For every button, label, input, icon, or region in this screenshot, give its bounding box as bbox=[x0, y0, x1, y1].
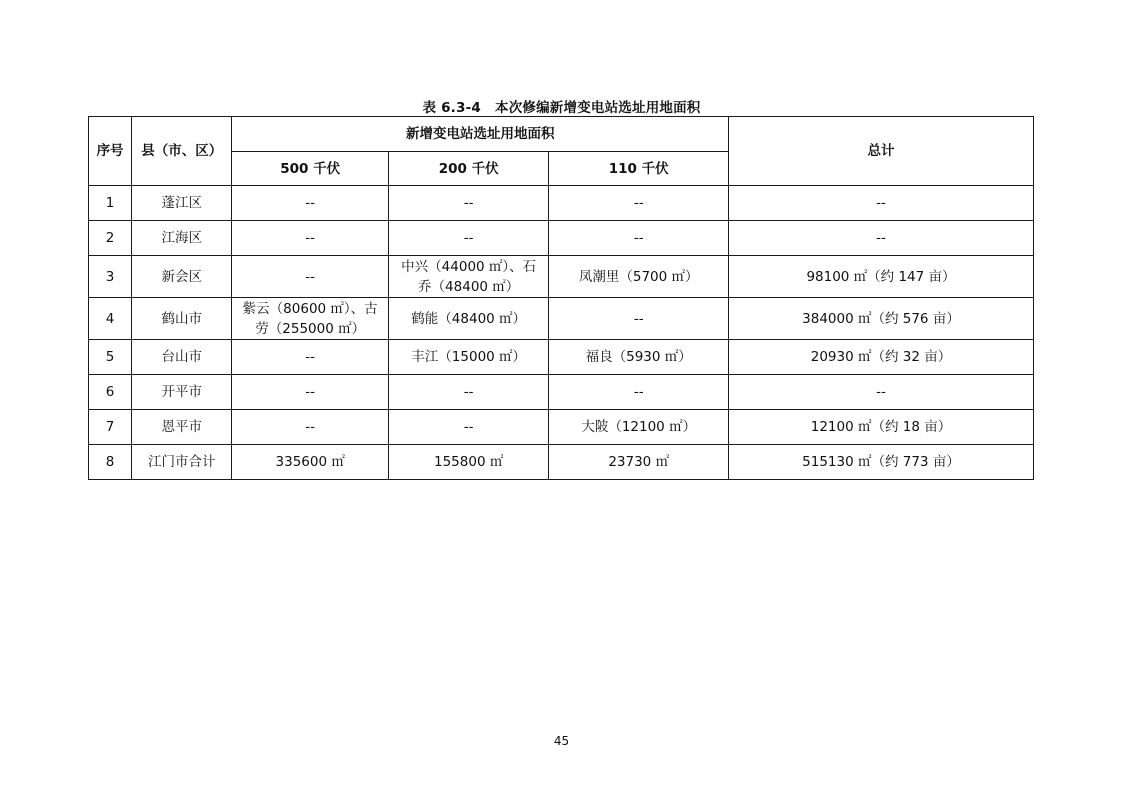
cell-500kv: -- bbox=[232, 186, 388, 221]
table-caption-number: 表 6.3-4 bbox=[422, 100, 481, 116]
cell-200kv: -- bbox=[388, 410, 549, 445]
header-seq: 序号 bbox=[89, 117, 132, 186]
cell-county: 江海区 bbox=[132, 221, 232, 256]
cell-county: 江门市合计 bbox=[132, 445, 232, 480]
cell-110kv: -- bbox=[549, 186, 729, 221]
cell-total: 384000 ㎡（约 576 亩） bbox=[728, 298, 1033, 340]
cell-110kv: 福良（5930 ㎡） bbox=[549, 340, 729, 375]
cell-total: -- bbox=[728, 186, 1033, 221]
cell-110kv: 凤潮里（5700 ㎡） bbox=[549, 256, 729, 298]
cell-110kv: -- bbox=[549, 298, 729, 340]
cell-county: 恩平市 bbox=[132, 410, 232, 445]
cell-200kv: -- bbox=[388, 186, 549, 221]
cell-110kv: 大陂（12100 ㎡） bbox=[549, 410, 729, 445]
cell-county: 台山市 bbox=[132, 340, 232, 375]
table-row bbox=[89, 298, 1034, 340]
cell-200kv: -- bbox=[388, 221, 549, 256]
cell-seq: 7 bbox=[89, 410, 132, 445]
header-500kv: 500 千伏 bbox=[232, 152, 388, 186]
cell-500kv-line-1: 紫云（80600 ㎡）、古 bbox=[242, 300, 378, 317]
cell-seq: 5 bbox=[89, 340, 132, 375]
cell-200kv-line-2: 乔（48400 ㎡） bbox=[418, 278, 520, 295]
cell-county: 蓬江区 bbox=[132, 186, 232, 221]
table-row bbox=[89, 340, 1034, 375]
header-row-1 bbox=[89, 117, 1034, 152]
cell-500kv: -- bbox=[232, 340, 388, 375]
cell-total: -- bbox=[728, 375, 1033, 410]
cell-500kv: 335600 ㎡ bbox=[232, 445, 388, 480]
table-row bbox=[89, 221, 1034, 256]
cell-500kv-line-2: 劳（255000 ㎡） bbox=[255, 320, 366, 337]
cell-seq: 1 bbox=[89, 186, 132, 221]
table-caption-title: 本次修编新增变电站选址用地面积 bbox=[495, 100, 701, 116]
cell-500kv: -- bbox=[232, 410, 388, 445]
cell-500kv bbox=[232, 298, 388, 340]
header-group: 新增变电站选址用地面积 bbox=[232, 117, 729, 152]
table-row bbox=[89, 375, 1034, 410]
cell-200kv: 丰江（15000 ㎡） bbox=[388, 340, 549, 375]
cell-seq: 2 bbox=[89, 221, 132, 256]
cell-total: 98100 ㎡（约 147 亩） bbox=[728, 256, 1033, 298]
cell-500kv: -- bbox=[232, 221, 388, 256]
cell-200kv: -- bbox=[388, 375, 549, 410]
cell-200kv-line-1: 中兴（44000 ㎡）、石 bbox=[401, 258, 537, 275]
table-row bbox=[89, 445, 1034, 480]
cell-total: 20930 ㎡（约 32 亩） bbox=[728, 340, 1033, 375]
cell-county: 开平市 bbox=[132, 375, 232, 410]
page-number: 45 bbox=[553, 734, 570, 748]
cell-200kv bbox=[388, 256, 549, 298]
cell-200kv: 鹤能（48400 ㎡） bbox=[388, 298, 549, 340]
header-200kv: 200 千伏 bbox=[388, 152, 549, 186]
cell-county: 鹤山市 bbox=[132, 298, 232, 340]
table-row bbox=[89, 256, 1034, 298]
substation-land-table bbox=[88, 116, 1034, 480]
cell-total: 12100 ㎡（约 18 亩） bbox=[728, 410, 1033, 445]
header-total: 总计 bbox=[728, 117, 1033, 186]
cell-seq: 4 bbox=[89, 298, 132, 340]
cell-500kv: -- bbox=[232, 375, 388, 410]
table-caption bbox=[0, 96, 1123, 116]
table-row bbox=[89, 186, 1034, 221]
table-row bbox=[89, 410, 1034, 445]
header-county: 县（市、区） bbox=[132, 117, 232, 186]
cell-seq: 3 bbox=[89, 256, 132, 298]
cell-110kv: -- bbox=[549, 221, 729, 256]
cell-110kv: 23730 ㎡ bbox=[549, 445, 729, 480]
cell-seq: 6 bbox=[89, 375, 132, 410]
cell-seq: 8 bbox=[89, 445, 132, 480]
cell-110kv: -- bbox=[549, 375, 729, 410]
header-110kv: 110 千伏 bbox=[549, 152, 729, 186]
cell-200kv: 155800 ㎡ bbox=[388, 445, 549, 480]
cell-total: -- bbox=[728, 221, 1033, 256]
cell-county: 新会区 bbox=[132, 256, 232, 298]
cell-total: 515130 ㎡（约 773 亩） bbox=[728, 445, 1033, 480]
cell-500kv: -- bbox=[232, 256, 388, 298]
